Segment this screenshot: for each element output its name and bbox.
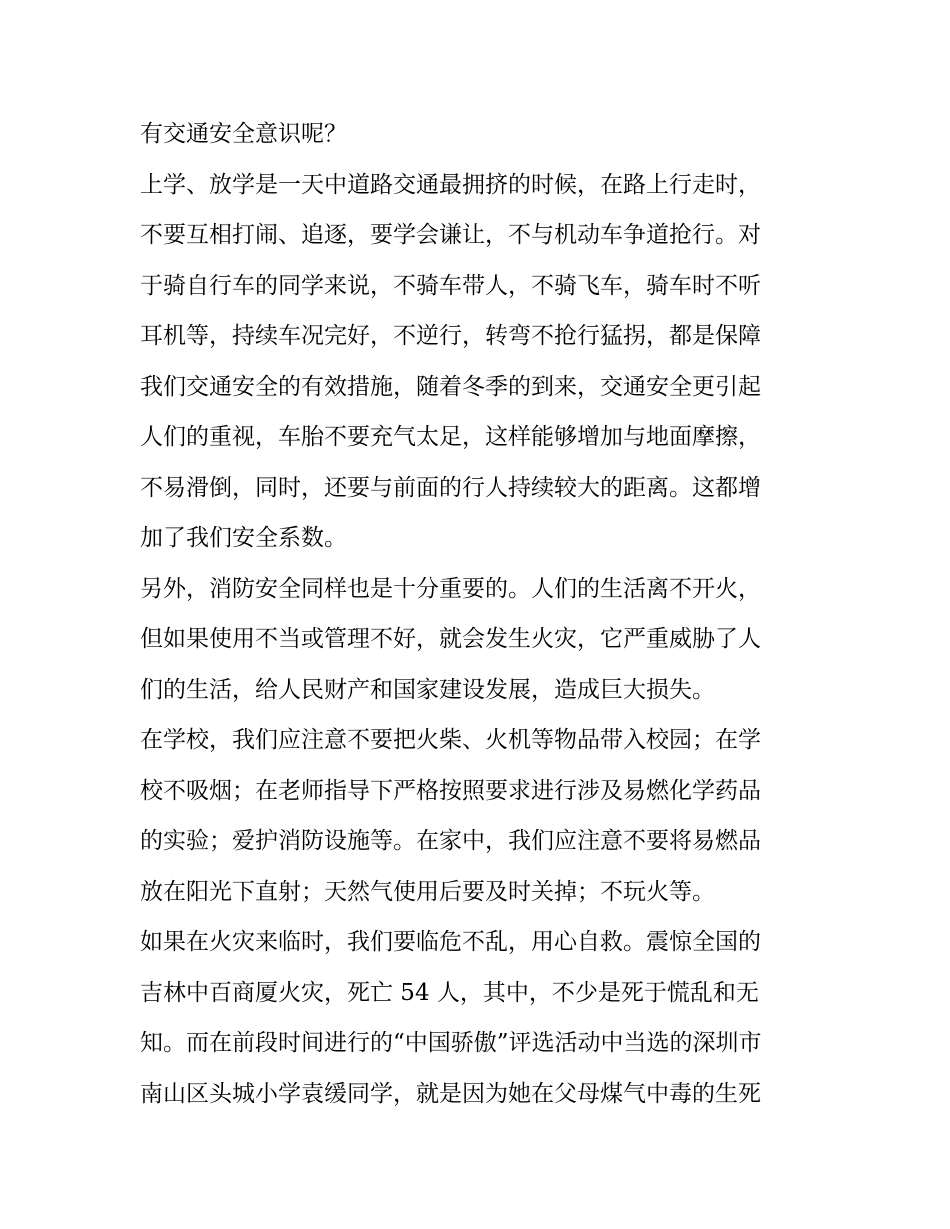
text-line: 校不吸烟；在老师指导下严格按照要求进行涉及易燃化学药品 xyxy=(140,777,761,804)
text-line: 有交通安全意识呢？ xyxy=(140,121,347,147)
text-line: 如果在火灾来临时，我们要临危不乱，用心自救。震惊全国的 xyxy=(140,929,761,955)
text-line: 加了我们安全系数。 xyxy=(140,525,347,551)
text-line: 的实验；爱护消防设施等。在家中，我们应注意不要将易燃品 xyxy=(140,828,761,854)
document-body xyxy=(140,109,820,1119)
text-line: 在学校，我们应注意不要把火柴、火机等物品带入校园；在学 xyxy=(140,727,761,753)
text-line: 不易滑倒，同时，还要与前面的行人持续较大的距离。这都增 xyxy=(140,474,761,501)
text-line: 们的生活，给人民财产和国家建设发展，造成巨大损失。 xyxy=(140,676,715,703)
text-line: 耳机等，持续车况完好，不逆行，转弯不抢行猛拐，都是保障 xyxy=(140,323,761,349)
text-line: 上学、放学是一天中道路交通最拥挤的时候，在路上行走时， xyxy=(140,171,761,198)
text-line: 不要互相打闹、追逐，要学会谦让，不与机动车争道抢行。对 xyxy=(140,222,761,248)
text-line: 知。而在前段时间进行的“中国骄傲”评选活动中当选的深圳市 xyxy=(140,1030,762,1056)
text-line: 南山区头城小学袁缓同学，就是因为她在父母煤气中毒的生死 xyxy=(140,1080,761,1107)
text-line: 另外，消防安全同样也是十分重要的。人们的生活离不开火， xyxy=(140,575,761,602)
text-line: 放在阳光下直射；天然气使用后要及时关掉；不玩火等。 xyxy=(140,878,715,905)
text-line: 我们交通安全的有效措施，随着冬季的到来，交通安全更引起 xyxy=(140,373,761,400)
text-line: 人们的重视，车胎不要充气太足，这样能够增加与地面摩擦， xyxy=(140,424,761,450)
text-line: 吉林中百商厦火灾，死亡 54 人，其中，不少是死于慌乱和无 xyxy=(140,979,759,1006)
text-line: 但如果使用不当或管理不好，就会发生火灾，它严重威胁了人 xyxy=(140,626,761,652)
text-line: 于骑自行车的同学来说，不骑车带人，不骑飞车，骑车时不听 xyxy=(140,272,761,299)
